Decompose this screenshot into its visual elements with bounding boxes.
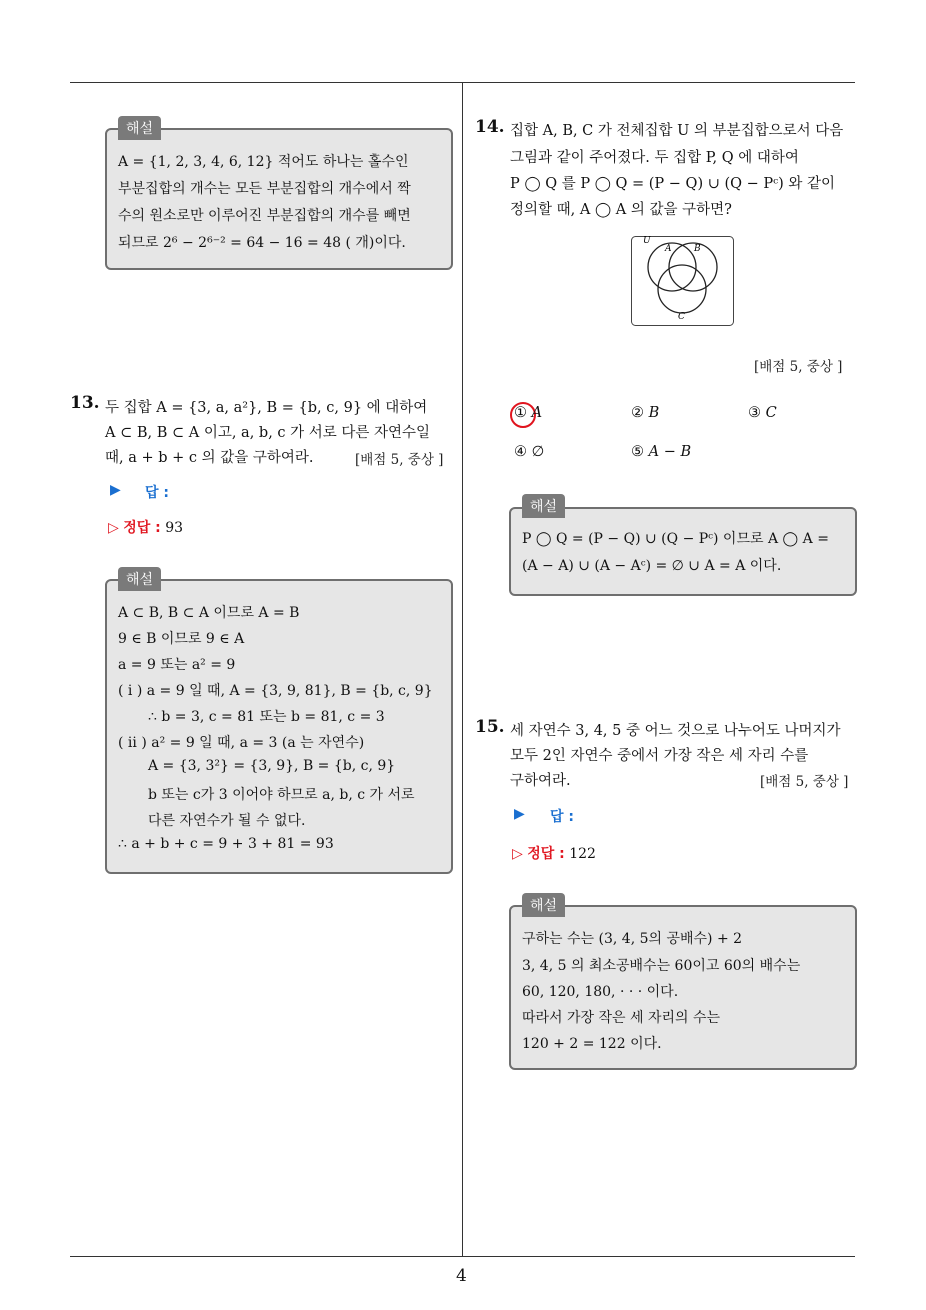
q13-solution-line: ∴ a + b + c = 9 + 3 + 81 = 93	[118, 836, 334, 852]
venn-label-u: U	[643, 236, 651, 246]
q14-text-line: 그림과 같이 주어졌다. 두 집합 P, Q 에 대하여	[510, 150, 799, 166]
q13-number: 13.	[70, 393, 100, 413]
venn-label-c: C	[678, 312, 685, 322]
q13-solution-line: b 또는 c가 3 이어야 하므로 a, b, c 가 서로	[148, 787, 415, 803]
choice-text: A	[531, 405, 543, 421]
q13-text-line: 두 집합 A = {3, a, a²}, B = {b, c, 9} 에 대하여	[105, 400, 428, 416]
q12-solution-line: 되므로 2⁶ − 2⁶⁻² = 64 − 16 = 48 ( 개)이다.	[118, 235, 406, 251]
q14-text-line: P ◯ Q 를 P ◯ Q = (P − Q) ∪ (Q − Pᶜ) 와 같이	[510, 176, 836, 192]
choice-number: ③	[748, 405, 761, 421]
q15-meta: [배점 5, 중상 ]	[760, 774, 849, 790]
q15-correct	[512, 843, 596, 863]
column-divider	[462, 82, 463, 1257]
q13-correct-label: 정답 :	[123, 520, 161, 536]
answer-arrow-icon: ▶	[110, 482, 121, 498]
q14-choice-3[interactable]	[748, 405, 777, 421]
choice-text: C	[765, 405, 777, 421]
q15-text-line: 구하여라.	[510, 773, 571, 789]
venn-diagram	[630, 234, 736, 328]
q14-text-line: 집합 A, B, C 가 전체집합 U 의 부분집합으로서 다음	[510, 123, 844, 139]
q13-solution-tag: 해설	[118, 567, 161, 591]
q13-text-line: A ⊂ B, B ⊂ A 이고, a, b, c 가 서로 다른 자연수일	[105, 425, 431, 441]
q15-text-line: 세 자연수 3, 4, 5 중 어느 것으로 나누어도 나머지가	[510, 723, 841, 739]
q15-number: 15.	[475, 717, 505, 737]
q13-solution-line: 다른 자연수가 될 수 없다.	[148, 813, 306, 829]
q13-solution-line: a = 9 또는 a² = 9	[118, 657, 236, 673]
choice-number: ④	[514, 444, 527, 460]
choice-number: ①	[514, 405, 527, 421]
q13-correct-value: 93	[165, 520, 184, 536]
choice-number: ②	[631, 405, 644, 421]
q15-solution-line: 120 + 2 = 122 이다.	[522, 1036, 662, 1052]
q14-choice-1[interactable]	[514, 405, 542, 421]
q12-solution-tag: 해설	[118, 116, 161, 140]
q13-solution-line: ∴ b = 3, c = 81 또는 b = 81, c = 3	[148, 709, 385, 725]
q15-solution-line: 3, 4, 5 의 최소공배수는 60이고 60의 배수는	[522, 958, 801, 974]
q13-solution-line: 9 ∈ B 이므로 9 ∈ A	[118, 631, 245, 647]
q13-solution-line: A ⊂ B, B ⊂ A 이므로 A = B	[118, 605, 300, 621]
bottom-rule	[70, 1256, 855, 1257]
q15-solution-line: 60, 120, 180, · · · 이다.	[522, 984, 679, 1000]
q14-choice-4[interactable]	[514, 444, 544, 460]
q13-answer-label: 답 :	[145, 485, 169, 501]
q13-meta: [배점 5, 중상 ]	[355, 452, 444, 468]
choice-text: ∅	[531, 444, 545, 460]
q15-correct-label: 정답 :	[527, 846, 565, 862]
q12-solution-line: 수의 원소로만 이루어진 부분집합의 개수를 빼면	[118, 208, 411, 224]
choice-text: A − B	[648, 444, 692, 460]
q14-solution-line: (A − A) ∪ (A − Aᶜ) = ∅ ∪ A = A 이다.	[522, 558, 782, 574]
q13-solution-line: A = {3, 3²} = {3, 9}, B = {b, c, 9}	[148, 758, 396, 774]
page-number: 4	[456, 1266, 467, 1286]
q15-solution-line: 따라서 가장 작은 세 자리의 수는	[522, 1010, 721, 1026]
q14-text-line: 정의할 때, A ◯ A 의 값을 구하면?	[510, 202, 732, 218]
q14-number: 14.	[475, 117, 505, 137]
q13-correct	[108, 517, 183, 537]
correct-arrow-icon: ▷	[512, 846, 523, 862]
q13-solution-line: ( ii ) a² = 9 일 때, a = 3 (a 는 자연수)	[118, 735, 365, 751]
q15-answer-label: 답 :	[550, 809, 574, 825]
q15-solution-line: 구하는 수는 (3, 4, 5의 공배수) + 2	[522, 931, 743, 947]
q13-text-line: 때, a + b + c 의 값을 구하여라.	[105, 450, 314, 466]
venn-label-a: A	[665, 244, 672, 254]
q15-text-line: 모두 2인 자연수 중에서 가장 작은 세 자리 수를	[510, 748, 809, 764]
q15-solution-tag: 해설	[522, 893, 565, 917]
q14-choice-2[interactable]	[631, 405, 659, 421]
choice-number: ⑤	[631, 444, 644, 460]
answer-arrow-icon: ▶	[514, 806, 525, 822]
q14-solution-tag: 해설	[522, 494, 565, 518]
q14-choice-5[interactable]	[631, 444, 691, 460]
q14-solution-box	[509, 507, 857, 596]
q14-meta: [배점 5, 중상 ]	[754, 359, 843, 375]
q12-solution-line: 부분집합의 개수는 모든 부분집합의 개수에서 짝	[118, 181, 411, 197]
q14-solution-line: P ◯ Q = (P − Q) ∪ (Q − Pᶜ) 이므로 A ◯ A =	[522, 531, 829, 547]
q12-solution-line: A = {1, 2, 3, 4, 6, 12} 적어도 하나는 홀수인	[118, 154, 409, 170]
q15-correct-value: 122	[569, 846, 596, 862]
choice-text: B	[648, 405, 660, 421]
correct-arrow-icon: ▷	[108, 520, 119, 536]
q13-solution-line: ( i ) a = 9 일 때, A = {3, 9, 81}, B = {b, c, 9}	[118, 683, 433, 699]
venn-label-b: B	[694, 244, 701, 254]
